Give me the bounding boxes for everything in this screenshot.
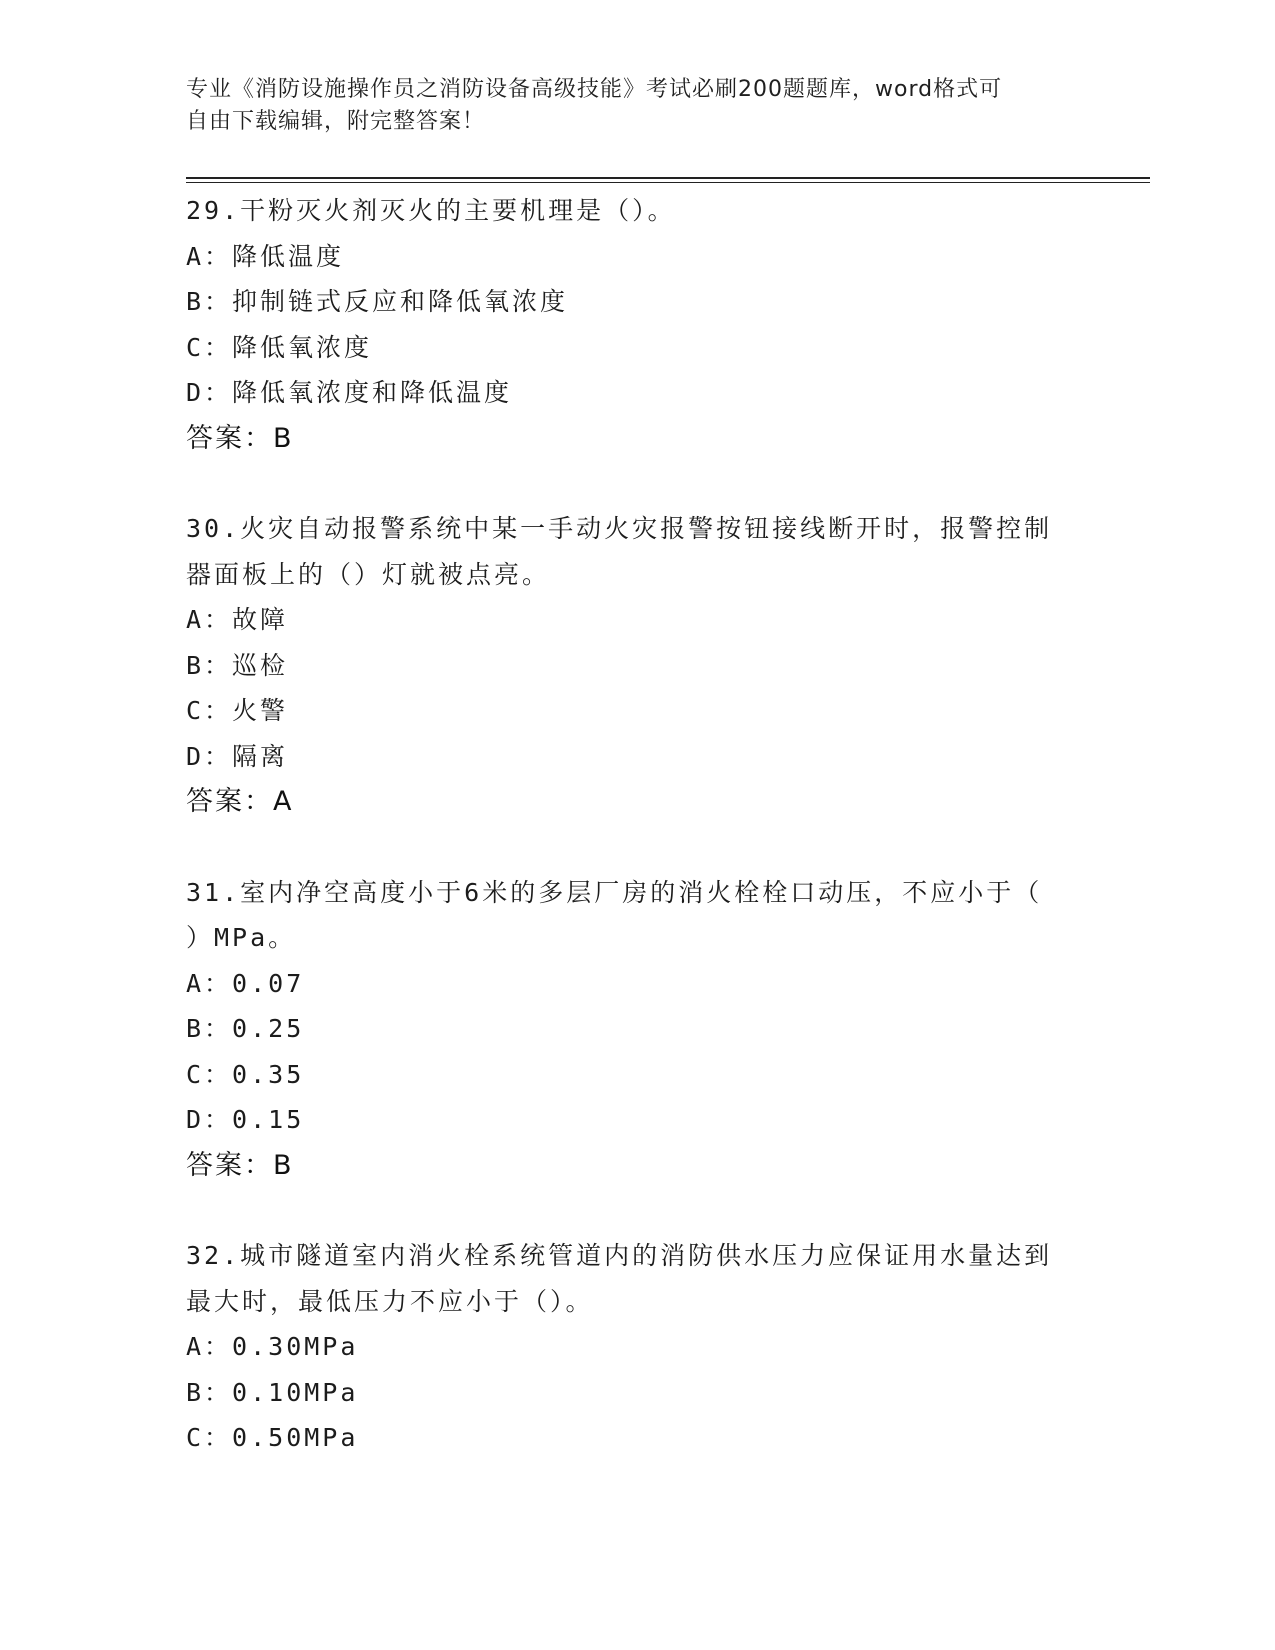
question-32: [186, 1233, 1086, 1461]
option-c: C：0.50MPa: [186, 1423, 359, 1452]
answer-line: 答案：A: [186, 786, 294, 817]
question-spacer: [186, 461, 1086, 506]
option-d: D：隔离: [186, 741, 289, 771]
question-29: [186, 188, 1086, 461]
question-text: 32.城市隧道室内消火栓系统管道内的消防供水压力应保证用水量达到: [186, 1241, 1053, 1270]
question-text-continued: 最大时，最低压力不应小于（）。: [186, 1286, 594, 1316]
question-text: 31.室内净空高度小于6米的多层厂房的消火栓栓口动压，不应小于（: [186, 877, 1043, 907]
question-31: [186, 870, 1086, 1189]
answer-line: 答案：B: [186, 1149, 294, 1181]
question-text: 29.干粉灭火剂灭火的主要机理是（）。: [186, 196, 676, 225]
header-divider-thin: [186, 182, 1150, 183]
question-text: 30.火灾自动报警系统中某一手动火灾报警按钮接线断开时，报警控制: [186, 514, 1053, 543]
option-c: C：0.35: [186, 1059, 305, 1089]
option-c: C：火警: [186, 696, 289, 725]
question-spacer: [186, 1188, 1086, 1233]
option-b: B：巡检: [186, 650, 289, 680]
header-line-2: 自由下载编辑，附完整答案！: [186, 109, 486, 134]
question-text-continued: ）MPa。: [186, 923, 297, 952]
option-a: A：故障: [186, 605, 289, 634]
option-c: C：降低氧浓度: [186, 332, 373, 362]
document-header: [186, 74, 1066, 138]
option-b: B：0.25: [186, 1014, 305, 1043]
option-d: D：降低氧浓度和降低温度: [186, 378, 513, 407]
question-list: [186, 188, 1086, 1461]
answer-line: 答案：B: [186, 422, 294, 454]
option-a: A：0.30MPa: [186, 1332, 359, 1361]
option-a: A：降低温度: [186, 241, 345, 271]
question-spacer: [186, 825, 1086, 870]
option-b: B：抑制链式反应和降低氧浓度: [186, 287, 569, 316]
option-d: D：0.15: [186, 1105, 305, 1134]
header-line-1: 专业《消防设施操作员之消防设备高级技能》考试必刷200题题库，word格式可: [186, 77, 1003, 102]
option-a: A：0.07: [186, 968, 305, 998]
question-text-continued: 器面板上的（）灯就被点亮。: [186, 559, 551, 589]
question-30: [186, 506, 1086, 825]
option-b: B：0.10MPa: [186, 1377, 359, 1407]
header-divider-thick: [186, 177, 1150, 179]
